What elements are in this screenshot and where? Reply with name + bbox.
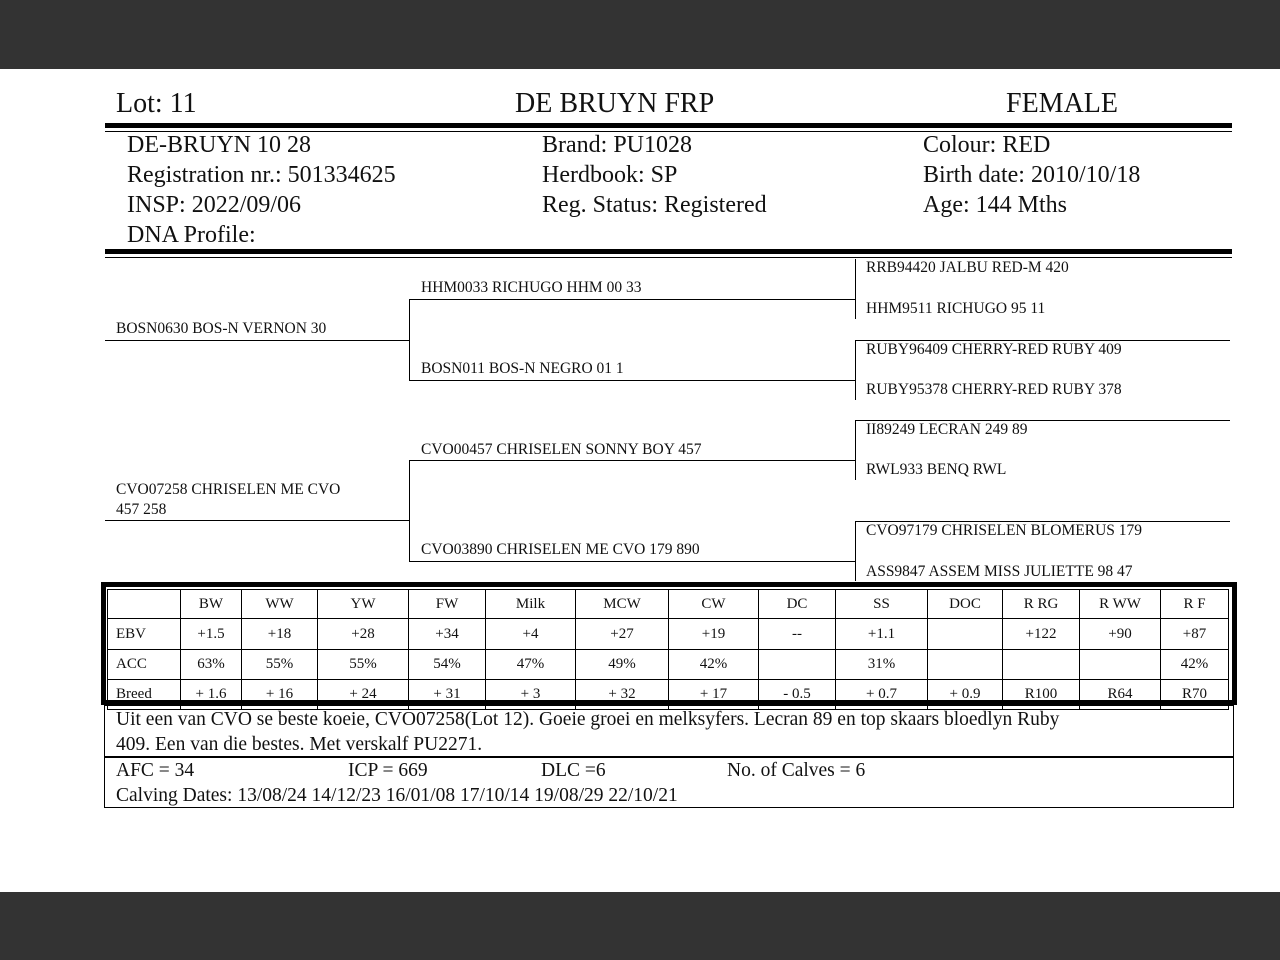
table-cell <box>928 650 1003 680</box>
info-rule-thick <box>105 249 1232 254</box>
bottom-dark-band <box>0 892 1280 960</box>
col-header: R RG <box>1003 590 1080 619</box>
table-cell: +34 <box>409 619 486 650</box>
age: Age: 144 Mths <box>923 192 1067 218</box>
sire-dam-line <box>409 380 856 381</box>
brand: Brand: PU1028 <box>542 132 692 158</box>
ggp-1: RRB94420 JALBU RED-M 420 <box>866 259 1069 276</box>
col-header: FW <box>409 590 486 619</box>
colour: Colour: RED <box>923 132 1051 158</box>
ebv-header-row <box>108 590 1229 619</box>
dam-dam-line <box>409 561 856 562</box>
table-cell: 42% <box>669 650 759 680</box>
table-cell: 49% <box>576 650 669 680</box>
table-cell: +27 <box>576 619 669 650</box>
table-cell: 55% <box>318 650 409 680</box>
breeder-name: DE BRUYN FRP <box>515 88 715 119</box>
top-dark-band <box>0 0 1280 69</box>
dam-sire-line <box>409 460 856 461</box>
col-header: BW <box>181 590 242 619</box>
sire-dam: BOSN011 BOS-N NEGRO 01 1 <box>421 360 624 377</box>
table-cell: + 24 <box>318 680 409 710</box>
col-header: DC <box>759 590 836 619</box>
table-cell: - 0.5 <box>759 680 836 710</box>
table-cell <box>928 619 1003 650</box>
sire-line <box>105 340 410 341</box>
col-header: YW <box>318 590 409 619</box>
table-cell <box>1003 650 1080 680</box>
ggp-3: RUBY96409 CHERRY-RED RUBY 409 <box>866 341 1122 358</box>
table-cell: +122 <box>1003 619 1080 650</box>
col-header: WW <box>242 590 318 619</box>
table-cell: +28 <box>318 619 409 650</box>
ds-branch <box>855 420 856 480</box>
table-cell: + 16 <box>242 680 318 710</box>
comment-line2: 409. Een van die bestes. Met verskalf PU2271. <box>116 734 483 755</box>
afc-value: AFC = 34 <box>116 760 195 781</box>
table-cell: +1.5 <box>181 619 242 650</box>
table-cell: R64 <box>1080 680 1161 710</box>
dd-branch <box>855 521 856 581</box>
ggp-8: ASS9847 ASSEM MISS JULIETTE 98 47 <box>866 563 1133 580</box>
table-cell: 31% <box>836 650 928 680</box>
sire-sire-line <box>409 299 856 300</box>
row-label: EBV <box>108 619 181 650</box>
dam-sire: CVO00457 CHRISELEN SONNY BOY 457 <box>421 441 702 458</box>
reg-status: Reg. Status: Registered <box>542 192 767 218</box>
table-cell: +1.1 <box>836 619 928 650</box>
table-cell: + 1.6 <box>181 680 242 710</box>
table-cell: 63% <box>181 650 242 680</box>
ss-branch <box>855 259 856 319</box>
calving-dates: Calving Dates: 13/08/24 14/12/23 16/01/08 17/10/14 19/08/29 22/10/21 <box>116 785 678 806</box>
table-cell: -- <box>759 619 836 650</box>
row-label: Breed <box>108 680 181 710</box>
table-cell <box>759 650 836 680</box>
dam-line2: 457 258 <box>116 501 167 518</box>
col-header: MCW <box>576 590 669 619</box>
dam-branch <box>409 460 410 562</box>
dlc-value: DLC =6 <box>541 760 606 781</box>
dam: CVO07258 CHRISELEN ME CVO <box>116 481 341 498</box>
sire-branch <box>409 299 410 381</box>
info-rule-thin <box>105 257 1232 258</box>
ggp-7: CVO97179 CHRISELEN BLOMERUS 179 <box>866 522 1143 539</box>
col-header <box>108 590 181 619</box>
calves-count: No. of Calves = 6 <box>727 760 866 781</box>
comment-line1: Uit een van CVO se beste koeie, CVO07258(Lot 12). Goeie groei en melksyfers. Lecran 89 en top skaars bloedlyn Ruby <box>116 709 1060 730</box>
dam-dam: CVO03890 CHRISELEN ME CVO 179 890 <box>421 541 700 558</box>
table-cell: R100 <box>1003 680 1080 710</box>
col-header: DOC <box>928 590 1003 619</box>
dna-profile: DNA Profile: <box>127 222 256 248</box>
acc-row <box>108 650 1229 680</box>
table-cell: R70 <box>1161 680 1229 710</box>
sire: BOSN0630 BOS-N VERNON 30 <box>116 320 327 337</box>
col-header: Milk <box>486 590 576 619</box>
table-cell: 42% <box>1161 650 1229 680</box>
table-cell: +4 <box>486 619 576 650</box>
dam-line <box>105 520 410 521</box>
ebv-table <box>107 589 1229 710</box>
table-cell: + 31 <box>409 680 486 710</box>
row-label: ACC <box>108 650 181 680</box>
table-cell: 55% <box>242 650 318 680</box>
ebv-row <box>108 619 1229 650</box>
col-header: R F <box>1161 590 1229 619</box>
header-rule-thick <box>105 123 1232 128</box>
table-cell: 47% <box>486 650 576 680</box>
col-header: SS <box>836 590 928 619</box>
sd-branch <box>855 340 856 400</box>
table-cell: +19 <box>669 619 759 650</box>
sire-sire: HHM0033 RICHUGO HHM 00 33 <box>421 279 642 296</box>
herdbook: Herdbook: SP <box>542 162 678 188</box>
icp-value: ICP = 669 <box>348 760 428 781</box>
animal-name: DE-BRUYN 10 28 <box>127 132 311 158</box>
table-cell: + 17 <box>669 680 759 710</box>
birth-date: Birth date: 2010/10/18 <box>923 162 1141 188</box>
table-cell: +87 <box>1161 619 1229 650</box>
table-cell: +18 <box>242 619 318 650</box>
table-cell <box>1080 650 1161 680</box>
ggp-5: II89249 LECRAN 249 89 <box>866 421 1028 438</box>
table-cell: + 32 <box>576 680 669 710</box>
col-header: R WW <box>1080 590 1161 619</box>
insp-date: INSP: 2022/09/06 <box>127 192 302 218</box>
ggp-2: HHM9511 RICHUGO 95 11 <box>866 300 1046 317</box>
col-header: CW <box>669 590 759 619</box>
table-cell: + 0.9 <box>928 680 1003 710</box>
table-cell: 54% <box>409 650 486 680</box>
lot-number: Lot: 11 <box>116 88 197 119</box>
table-cell: +90 <box>1080 619 1161 650</box>
table-cell: + 0.7 <box>836 680 928 710</box>
ggp-6: RWL933 BENQ RWL <box>866 461 1007 478</box>
table-cell: + 3 <box>486 680 576 710</box>
sex-label: FEMALE <box>1006 88 1118 119</box>
registration-number: Registration nr.: 501334625 <box>127 162 396 188</box>
ggp-4: RUBY95378 CHERRY-RED RUBY 378 <box>866 381 1122 398</box>
